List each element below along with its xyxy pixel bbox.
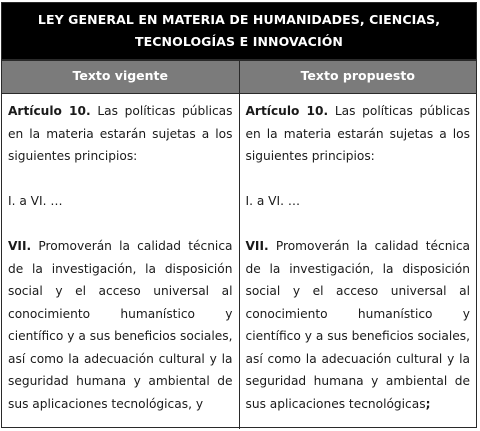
spacer: [246, 213, 471, 236]
article-label: Artículo 10.: [245, 104, 329, 118]
item-text: Promoverán la calidad técnica de la investigación, la disposición social y el acceso universal al conocimiento humanístico y científico y a sus beneficios sociales, así como la adecuación cultural y la seguridad humana y ambiental de sus aplicaciones tecnológicas, y: [8, 239, 233, 411]
comparison-table: [1, 2, 477, 428]
item-end: ;: [425, 396, 431, 411]
article-label: Artículo 10.: [8, 104, 91, 118]
article-text: Las políticas públicas en la materia estarán sujetas a los siguientes principios:: [8, 104, 233, 163]
spacer: [8, 168, 233, 191]
item-paragraph: [246, 235, 471, 415]
content-row: [2, 94, 476, 429]
range-paragraph: I. a VI. …: [8, 194, 63, 208]
document-title: LEY GENERAL EN MATERIA DE HUMANIDADES, CIENCIAS, TECNOLOGÍAS E INNOVACIÓN: [2, 3, 476, 59]
article-text: Las políticas públicas en la materia estarán sujetas a los siguientes principios:: [245, 104, 471, 163]
item-text: Promoverán la calidad técnica de la investigación, la disposición social y el acceso universal al conocimiento humanístico y científico y a sus beneficios sociales, así como la adecuación cultural y la seguridad humana y ambiental de sus aplicaciones tecnológicas: [245, 239, 470, 411]
spacer: [246, 168, 471, 191]
header-texto-propuesto: Texto propuesto: [239, 61, 477, 93]
item-label: VII.: [245, 239, 269, 253]
item-paragraph: [8, 235, 233, 415]
article-paragraph: [8, 100, 233, 168]
column-header-row: [2, 59, 476, 94]
header-texto-vigente: Texto vigente: [72, 68, 169, 83]
left-column-text: [2, 94, 239, 429]
spacer: [8, 213, 233, 236]
item-label: VII.: [8, 239, 32, 253]
range-paragraph: I. a VI. …: [245, 194, 301, 208]
right-column-text: [239, 94, 477, 429]
article-paragraph: [246, 100, 471, 168]
